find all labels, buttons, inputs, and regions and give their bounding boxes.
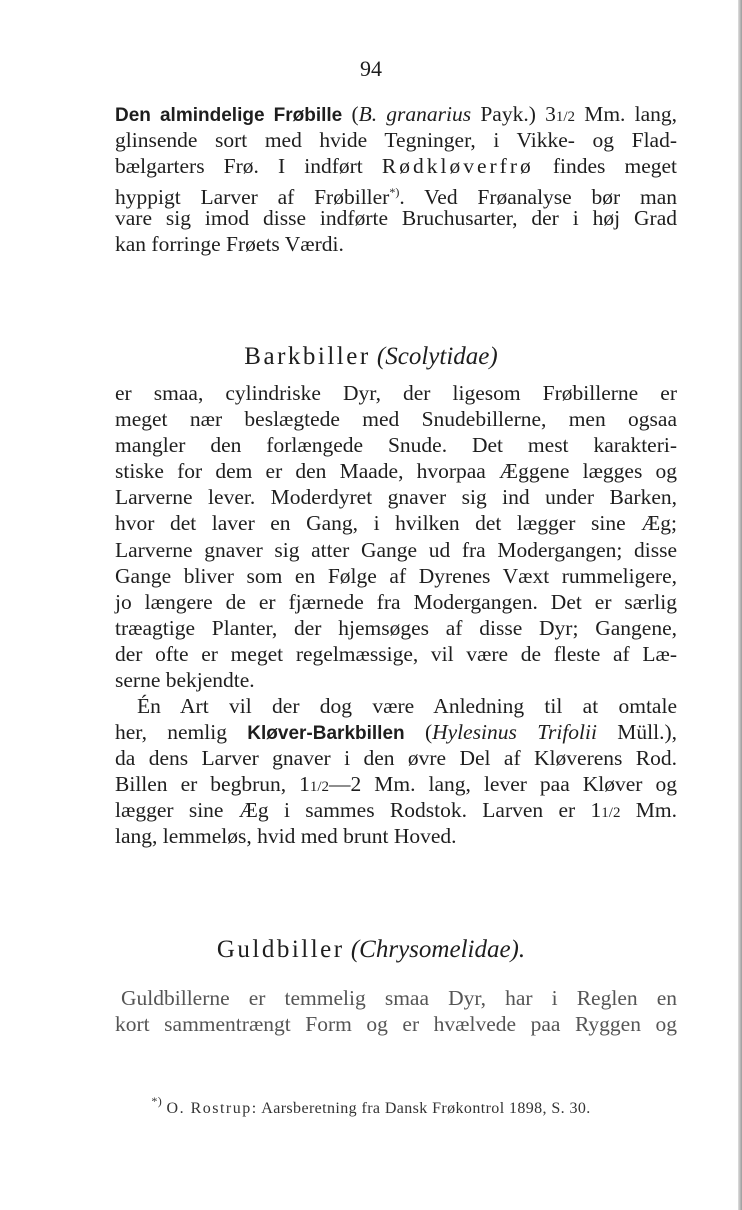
text-line: Billen er begbrun, 11/2—2 Mm. lang, lever paa Kløver og bbox=[115, 772, 677, 797]
text-line: kort sammentrængt Form og er hvælvede paa Ryggen og bbox=[115, 1012, 677, 1037]
text-line: lang, lemmeløs, hvid med brunt Hoved. bbox=[115, 824, 457, 849]
text-line: hvor det laver en Gang, i hvilken det lægger sine Æg; bbox=[115, 511, 677, 536]
paragraph-frobille bbox=[115, 101, 677, 258]
term-rodkloverfro: Rødkløverfrø bbox=[381, 154, 534, 179]
text-line: hyppigt Larver af Frøbiller*). Ved Frøanalyse bør man bbox=[115, 185, 677, 210]
text-line: Den almindelige Frøbille (B. granarius Payk.) 31/2 Mm. lang, bbox=[115, 102, 678, 126]
text-line: stiske for dem er den Maade, hvorpaa Æggene lægges og bbox=[115, 459, 677, 484]
footnote-author: O. Rostrup: bbox=[166, 1100, 258, 1117]
text-line: jo længere de er fjærnede fra Modergangen. Det er særlig bbox=[115, 589, 677, 614]
text-line: Larverne lever. Moderdyret gnaver sig ind under Barken, bbox=[115, 485, 677, 510]
term-frobille: Den almindelige Frøbille bbox=[115, 105, 343, 126]
paragraph-guldbiller bbox=[115, 985, 677, 1037]
text-line: glinsende sort med hvide Tegninger, i Vikke- og Flad- bbox=[115, 128, 677, 153]
section-heading-guldbiller: Guldbiller (Chrysomelidae). bbox=[216, 936, 526, 963]
section-heading-barkbiller: Barkbiller (Scolytidae) bbox=[244, 343, 498, 370]
page-edge-shadow bbox=[738, 0, 742, 1210]
text-line: Gange bliver som en Følge af Dyrenes Væxt rummeligere, bbox=[115, 563, 677, 588]
family-name: (Chrysomelidae). bbox=[350, 936, 526, 963]
page-number: 94 bbox=[360, 56, 382, 81]
fraction: 1/2 bbox=[555, 109, 576, 125]
text-line: mangler den forlængede Snude. Det mest karakteri- bbox=[115, 433, 677, 458]
text-line: bælgarters Frø. I indført Rødkløverfrø findes meget bbox=[115, 154, 678, 179]
text-line: serne bekjendte. bbox=[115, 668, 255, 693]
footnote-text: Aarsberetning fra Dansk Frøkontrol 1898, S. 30. bbox=[261, 1100, 591, 1117]
paragraph-barkbiller bbox=[115, 380, 677, 693]
footnote-ref: *) bbox=[389, 185, 400, 200]
species-name: Hylesinus Trifolii bbox=[432, 720, 597, 745]
species-name: B. granarius bbox=[358, 102, 472, 126]
paragraph-klover-barkbillen bbox=[115, 693, 677, 850]
text-line: træagtige Planter, der hjemsøges af disse Dyr; Gangene, bbox=[115, 615, 677, 640]
text-line: kan forringe Frøets Værdi. bbox=[115, 232, 344, 257]
text-line: Larverne gnaver sig atter Gange ud fra Modergangen; disse bbox=[115, 537, 677, 562]
footnote-marker: *) bbox=[151, 1094, 163, 1108]
text-line: er smaa, cylindriske Dyr, der ligesom Frøbillerne er bbox=[115, 381, 677, 405]
text-line: Guldbillerne er temmelig smaa Dyr, har i Reglen en bbox=[121, 986, 677, 1010]
footnote bbox=[0, 1094, 742, 1118]
fraction: 1/2 bbox=[601, 805, 621, 822]
family-name: (Scolytidae) bbox=[376, 343, 498, 370]
text-line: Én Art vil der dog være Anledning til at omtale bbox=[137, 694, 677, 718]
text-line: her, nemlig Kløver-Barkbillen (Hylesinus Trifolii Müll.), bbox=[115, 720, 678, 745]
term-klover-barkbillen: Kløver-Barkbillen bbox=[247, 723, 405, 745]
fraction: 1/2 bbox=[309, 779, 330, 796]
text-line: der ofte er meget regelmæssige, vil være de fleste af Læ- bbox=[115, 641, 677, 666]
text-line: lægger sine Æg i sammes Rodstok. Larven er 11/2 Mm. bbox=[115, 798, 677, 823]
text-line: vare sig imod disse indførte Bruchusarter, der i høj Grad bbox=[115, 206, 677, 231]
text-line: meget nær beslægtede med Snudebillerne, men ogsaa bbox=[115, 407, 677, 432]
text-line: da dens Larver gnaver i den øvre Del af Kløverens Rod. bbox=[115, 746, 677, 771]
